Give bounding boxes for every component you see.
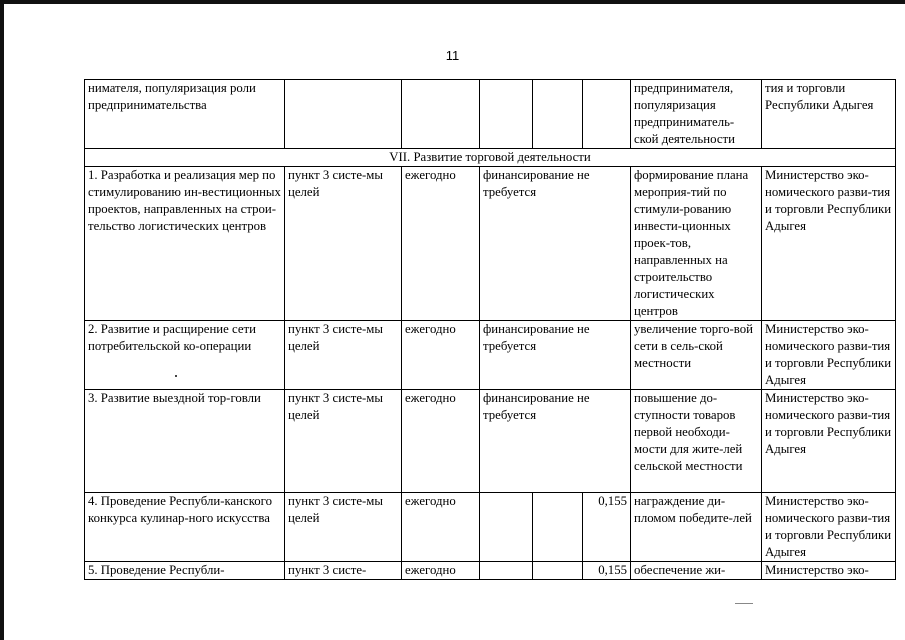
basis-cell [285,80,402,149]
table-row [85,321,896,390]
financing-cell [583,80,631,149]
financing-cell: финансирование не требуется [480,390,631,493]
basis-cell: пункт 3 систе-мы целей [285,167,402,321]
page-number: 11 [445,48,460,63]
basis-cell: пункт 3 систе-мы целей [285,390,402,493]
financing-cell: финансирование не требуется [480,321,631,390]
table-row [85,167,896,321]
executor-cell: Министерство эко-номического разви-тия и торговли Республики Адыгея [762,321,896,390]
financing-amount: 0,155 [583,493,631,562]
plan-table [84,79,896,580]
table-row [85,80,896,149]
financing-amount: 0,155 [583,562,631,580]
basis-cell: пункт 3 систе-мы целей [285,493,402,562]
measure-cell: 2. Развитие и расщирение сети потребительской ко-операции [85,321,285,390]
financing-cell [480,80,533,149]
period-cell: ежегодно [402,390,480,493]
measure-cell: 3. Развитие выездной тор-говли [85,390,285,493]
period-cell: ежегодно [402,493,480,562]
scan-artifact [735,603,753,604]
result-cell: повышение до-ступности товаров первой необходи-мости для жите-лей сельской местности [631,390,762,493]
executor-cell: Министерство эко- [762,562,896,580]
basis-cell: пункт 3 систе-мы целей [285,321,402,390]
section-header-row [85,149,896,167]
financing-cell [533,493,583,562]
result-cell: награждение ди-пломом победите-лей [631,493,762,562]
period-cell: ежегодно [402,167,480,321]
measure-cell: нимателя, популяризация роли предпринимательства [85,80,285,149]
financing-cell [533,80,583,149]
period-cell: ежегодно [402,562,480,580]
period-cell: ежегодно [402,321,480,390]
result-cell: обеспечение жи- [631,562,762,580]
section-title: VII. Развитие торговой деятельности [85,149,896,167]
financing-cell [533,562,583,580]
scan-edge-top [0,0,905,4]
scan-edge-left [0,0,4,640]
table-row [85,493,896,562]
table-row [85,390,896,493]
financing-cell: финансирование не требуется [480,167,631,321]
basis-cell: пункт 3 систе- [285,562,402,580]
financing-cell [480,493,533,562]
measure-cell: 4. Проведение Республи-канского конкурса кулинар-ного искусства [85,493,285,562]
result-cell: формирование плана мероприя-тий по стимули-рованию инвести-ционных проек-тов, направленных на строительство логистических центров [631,167,762,321]
executor-cell: Министерство эко-номического разви-тия и торговли Республики Адыгея [762,493,896,562]
executor-cell: тия и торговли Республики Адыгея [762,80,896,149]
result-cell: увеличение торго-вой сети в сель-ской местности [631,321,762,390]
result-cell: предпринимателя, популяризация предприниматель-ской деятельности [631,80,762,149]
measure-cell: 1. Разработка и реализация мер по стимулированию ин-вестиционных проектов, направленных на строи-тельство логистических центров [85,167,285,321]
scan-artifact [175,375,177,377]
period-cell [402,80,480,149]
executor-cell: Министерство эко-номического разви-тия и торговли Республики Адыгея [762,390,896,493]
measure-cell: 5. Проведение Республи- [85,562,285,580]
executor-cell: Министерство эко-номического разви-тия и торговли Республики Адыгея [762,167,896,321]
financing-cell [480,562,533,580]
table-row [85,562,896,580]
